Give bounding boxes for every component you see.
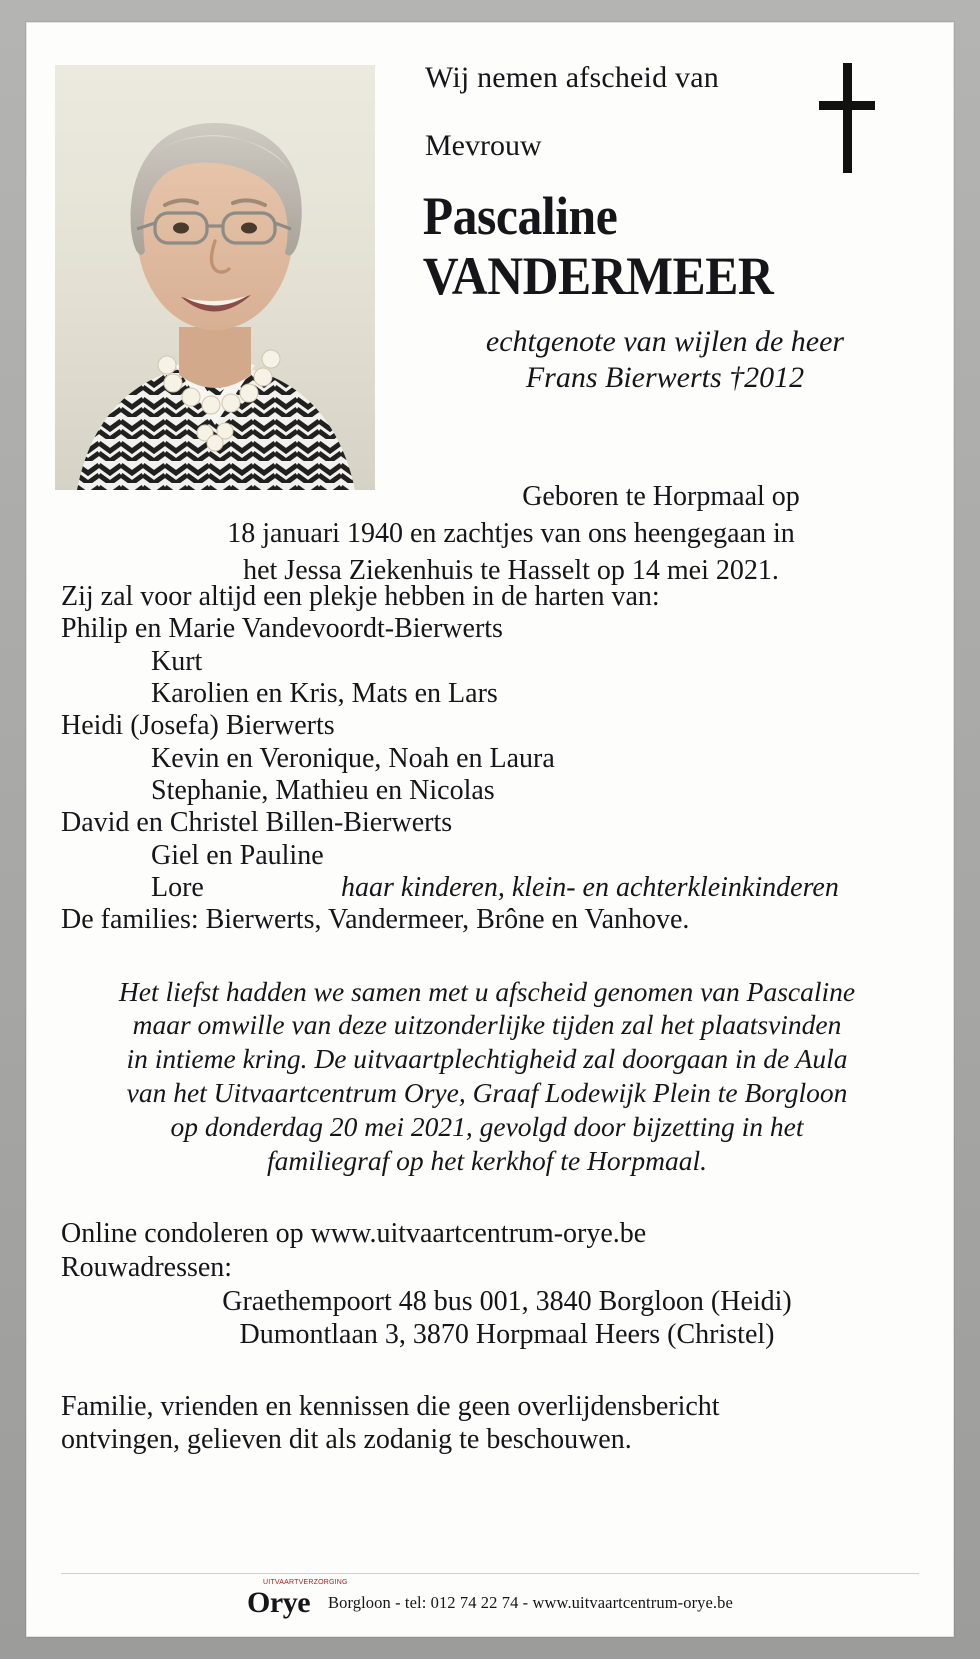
card-body — [27, 581, 953, 1457]
ceremony-line: van het Uitvaartcentrum Orye, Graaf Lodewijk Plein te Borgloon — [126, 1077, 848, 1109]
mourning-address-1: Graethempoort 48 bus 001, 3840 Borgloon (Heidi) — [222, 1285, 792, 1317]
survivor-entry: Karolien en Kris, Mats en Lars — [151, 677, 498, 709]
birth-death-block — [27, 478, 953, 590]
salutation-line: Mevrouw — [425, 129, 542, 162]
footer-contact-line: Borgloon - tel: 012 74 22 74 - www.uitvaartcentrum-orye.be — [328, 1593, 733, 1612]
card-header-region — [27, 23, 953, 587]
birth-line: Geboren te Horpmaal op — [522, 481, 800, 512]
spouse-name-line: Frans Bierwerts †2012 — [525, 360, 805, 394]
families-line: De families: Bierwerts, Vandermeer, Brône en Vanhove. — [61, 904, 690, 936]
logo-tagline: UITVAARTVERZORGING — [263, 1579, 348, 1586]
survivor-entry: Philip en Marie Vandevoordt-Bierwerts — [61, 613, 503, 645]
ceremony-notice — [61, 975, 913, 1178]
ceremony-line: Het liefst hadden we samen met u afscheid genomen van Pascaline — [118, 975, 856, 1007]
survivor-lore-name: Lore — [151, 871, 204, 903]
ceremony-line: maar omwille van deze uitzonderlijke tijden zal het plaatsvinden — [132, 1009, 842, 1041]
ceremony-line: familiegraf op het kerkhof te Horpmaal. — [267, 1144, 707, 1176]
survivor-entry-lore — [61, 872, 913, 904]
ceremony-line: op donderdag 20 mei 2021, gevolgd door bijzetting in het — [170, 1110, 804, 1142]
deceased-family-name: VANDERMEER — [422, 245, 774, 306]
survivor-entry: Kurt — [151, 645, 203, 677]
spouse-relation-line: echtgenote van wijlen de heer — [485, 325, 845, 359]
closing-notice — [61, 1390, 913, 1457]
closing-line: Familie, vrienden en kennissen die geen overlijdensbericht — [61, 1390, 720, 1422]
online-condolences-line: Online condoleren op www.uitvaartcentrum-orye.be — [61, 1218, 647, 1250]
logo-wordmark: Orye — [247, 1586, 311, 1619]
memorial-card — [26, 22, 954, 1637]
farewell-line: Wij nemen afscheid van — [425, 61, 719, 94]
survivor-entry: Kevin en Veronique, Noah en Laura — [151, 742, 555, 774]
survivor-entry: Giel en Pauline — [151, 839, 324, 871]
deceased-given-name: Pascaline — [422, 186, 618, 246]
closing-line: ontvingen, gelieven dit als zodanig te beschouwen. — [61, 1424, 632, 1456]
survivors-lead: Zij zal voor altijd een plekje hebben in de harten van: — [61, 581, 660, 612]
survivors-descendants-note: haar kinderen, klein- en achterkleinkinderen — [341, 871, 839, 903]
portrait-photo — [55, 65, 375, 490]
orye-logo — [247, 1579, 348, 1619]
contact-section — [61, 1217, 913, 1351]
survivors-section — [61, 581, 913, 937]
spouse-info — [397, 324, 953, 395]
mourning-addresses-label: Rouwadressen: — [61, 1252, 233, 1284]
birth-date-line: 18 januari 1940 en zachtjes van ons heengegaan in — [227, 518, 795, 550]
survivor-entry: Heidi (Josefa) Bierwerts — [61, 710, 335, 742]
mourning-address-2: Dumontlaan 3, 3870 Horpmaal Heers (Christel) — [239, 1319, 775, 1351]
card-footer — [61, 1573, 919, 1618]
header-text-block — [397, 23, 953, 395]
ceremony-line: in intieme kring. De uitvaartplechtigheid zal doorgaan in de Aula — [126, 1043, 848, 1075]
death-line: het Jessa Ziekenhuis te Hasselt op 14 mei 2021. — [243, 555, 779, 587]
survivor-entry: David en Christel Billen-Bierwerts — [61, 807, 453, 839]
survivor-entry: Stephanie, Mathieu en Nicolas — [151, 774, 495, 806]
